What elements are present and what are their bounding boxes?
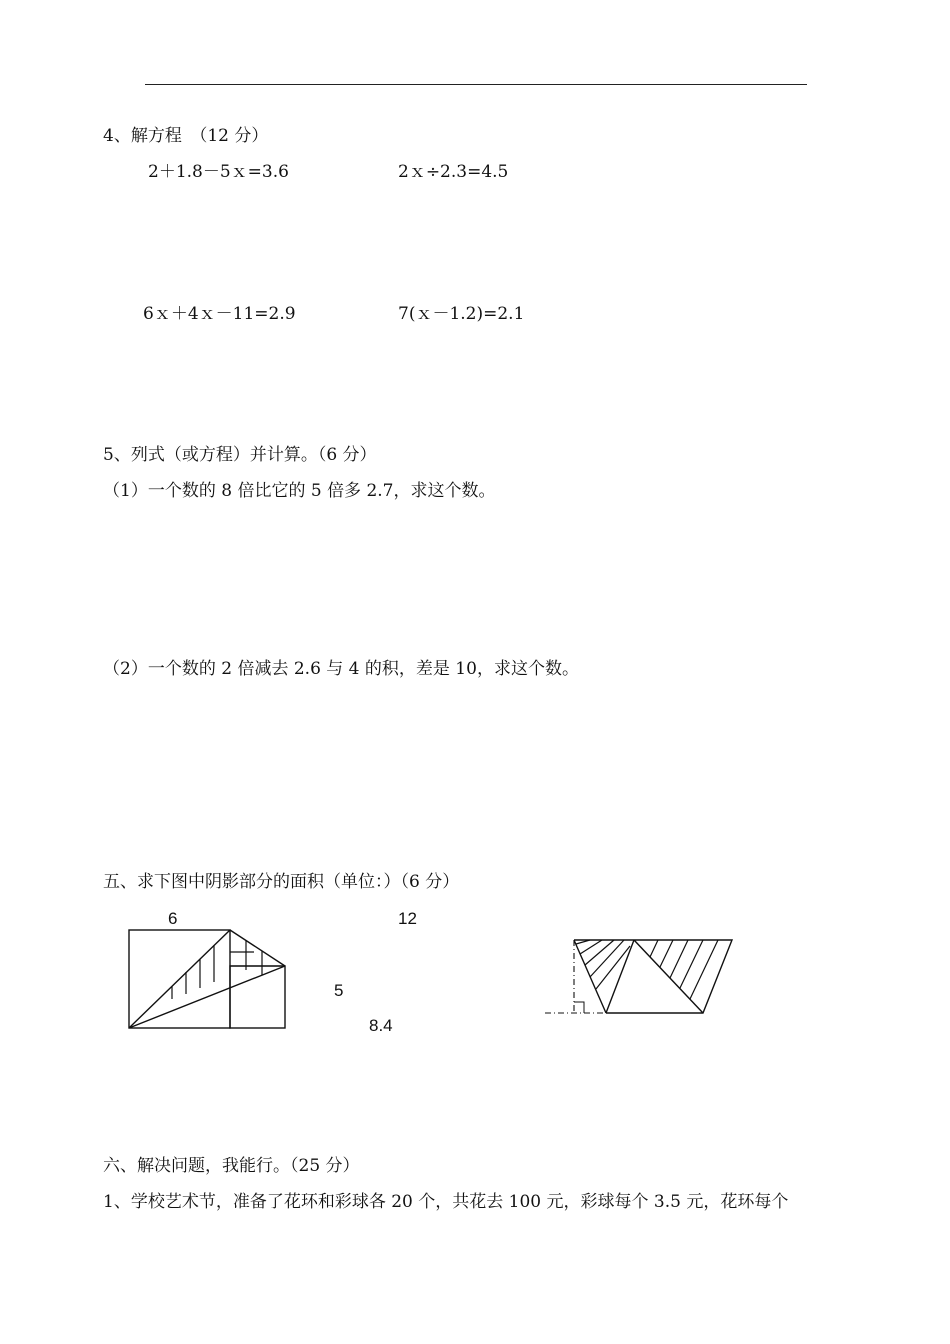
equation-4: 7(ｘ－1.2)=2.1 — [398, 304, 525, 324]
q4-heading: 4、解方程 （12 分） — [103, 126, 269, 146]
label-8-4: 8.4 — [369, 1016, 393, 1035]
figure-squares-triangle — [124, 924, 294, 1034]
section5-heading: 五、求下图中阴影部分的面积（单位：）（6 分） — [103, 872, 460, 892]
equation-2: 2ｘ÷2.3=4.5 — [398, 162, 509, 182]
q5-part-2: （2）一个数的 2 倍减去 2.6 与 4 的积，差是 10，求这个数。 — [103, 659, 579, 679]
equation-3: 6ｘ＋4ｘ－11=2.9 — [143, 304, 296, 324]
equation-1: 2＋1.8－5ｘ=3.6 — [148, 162, 289, 182]
q5-heading: 5、列式（或方程）并计算。（6 分） — [103, 445, 377, 465]
section6-heading: 六、解决问题，我能行。（25 分） — [103, 1156, 360, 1176]
label-12: 12 — [398, 909, 417, 928]
label-6: 6 — [168, 909, 178, 928]
section6-problem-1: 1、学校艺术节，准备了花环和彩球各 20 个，共花去 100 元，彩球每个 3.5 元，花环每个 — [103, 1192, 789, 1212]
label-5: 5 — [334, 981, 344, 1000]
figure-trapezoid-shaded — [540, 934, 740, 1024]
header-rule — [145, 84, 807, 85]
q5-part-1: （1）一个数的 8 倍比它的 5 倍多 2.7，求这个数。 — [103, 481, 496, 501]
